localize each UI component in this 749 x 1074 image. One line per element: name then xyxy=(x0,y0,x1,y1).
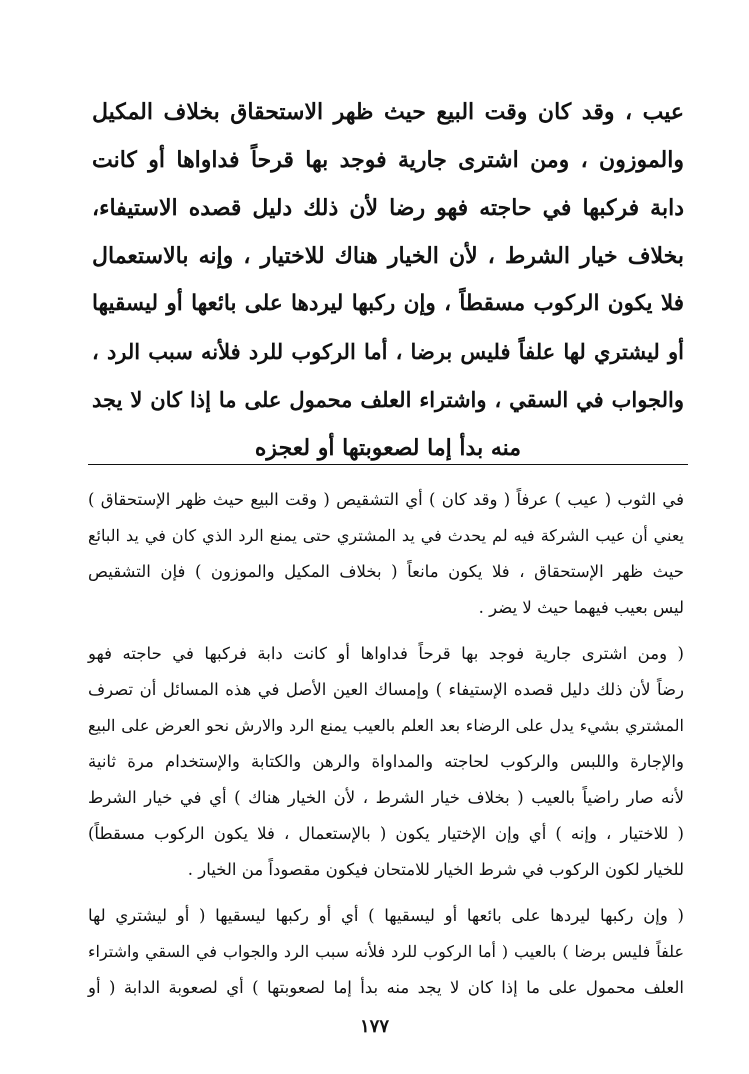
commentary-line: حيث ظهر الإستحقاق ، فلا يكون مانعاً ( بخلاف المكيل والموزون ) فإن التشقيص xyxy=(88,562,684,581)
commentary-line: ( ومن اشترى جارية فوجد بها قرحاً فداواها أو كانت دابة فركبها في حاجته فهو xyxy=(88,644,684,663)
main-text-line: منه بدأ إما لصعوبتها أو لعجزه xyxy=(254,435,522,461)
commentary-line: في الثوب ( عيب ) عرفاً ( وقد كان ) أي التشقيص ( وقت البيع حيث ظهر الإستحقاق ) xyxy=(88,490,684,509)
main-text-line: عيب ، وقد كان وقت البيع حيث ظهر الاستحقاق بخلاف المكيل xyxy=(92,99,684,125)
main-text-line: والجواب في السقي ، واشتراء العلف محمول على ما إذا كان لا يجد xyxy=(92,387,684,412)
main-text-line: دابة فركبها في حاجته فهو رضا لأن ذلك دليل قصده الاستيفاء، xyxy=(92,195,684,221)
commentary-paragraph xyxy=(88,636,684,888)
commentary-block xyxy=(88,482,684,1006)
commentary-line: علفاً فليس برضا ) بالعيب ( أما الركوب للرد فلأنه سبب الرد والجواب في السقي واشتراء xyxy=(88,942,685,961)
commentary-line: لأنه صار راضياً بالعيب ( بخلاف خيار الشرط ، لأن الخيار هناك ) أي في خيار الشرط xyxy=(88,788,684,807)
main-text-block xyxy=(92,88,684,472)
main-text-line: والموزون ، ومن اشترى جارية فوجد بها قرحاً فداواها أو كانت xyxy=(92,147,684,173)
commentary-line: ( وإن ركبها ليردها على بائعها أو ليسقيها ) أي أو ركبها ليسقيها ( أو ليشتري لها xyxy=(88,906,684,925)
section-divider xyxy=(88,464,688,465)
commentary-line: ( للاختيار ، وإنه ) أي وإن الإختيار يكون ( بالإستعمال ، فلا يكون الركوب مسقطاً) xyxy=(88,824,684,843)
main-text-line: فلا يكون الركوب مسقطاً ، وإن ركبها ليردها على بائعها أو ليسقيها xyxy=(92,291,684,316)
page-number: ١٧٧ xyxy=(359,1016,389,1037)
commentary-paragraph xyxy=(88,482,684,626)
commentary-line: يعني أن عيب الشركة فيه لم يحدث في يد المشتري حتى يمنع الرد الذي كان في يد البائع xyxy=(88,526,684,545)
main-text-line: بخلاف خيار الشرط ، لأن الخيار هناك للاختيار ، وإنه بالاستعمال xyxy=(92,243,684,269)
main-text-line: أو ليشتري لها علفاً فليس برضا ، أما الركوب للرد فلأنه سبب الرد ، xyxy=(92,339,684,364)
commentary-line: رضاً لأن ذلك دليل قصده الإستيفاء ) وإمساك العين الأصل في هذه المسائل أن تصرف xyxy=(88,680,684,699)
commentary-line: العلف محمول على ما إذا كان لا يجد منه بدأ إما لصعوبتها ) أي لصعوبة الدابة ( أو xyxy=(88,978,684,997)
commentary-line: للخيار لكون الركوب في شرط الخيار للامتحان فيكون مقصوداً من الخيار . xyxy=(187,860,684,879)
commentary-line: المشتري بشيء يدل على الرضاء بعد العلم بالعيب يمنع الرد والارش نحو العرض على البيع xyxy=(88,716,685,735)
commentary-paragraph xyxy=(88,898,684,1006)
commentary-line: ليس بعيب فيهما حيث لا يضر . xyxy=(478,598,684,617)
commentary-line: والإجارة واللبس والركوب لحاجته والمداواة والرهن والكتابة والإستخدام مرة ثانية xyxy=(88,752,684,771)
